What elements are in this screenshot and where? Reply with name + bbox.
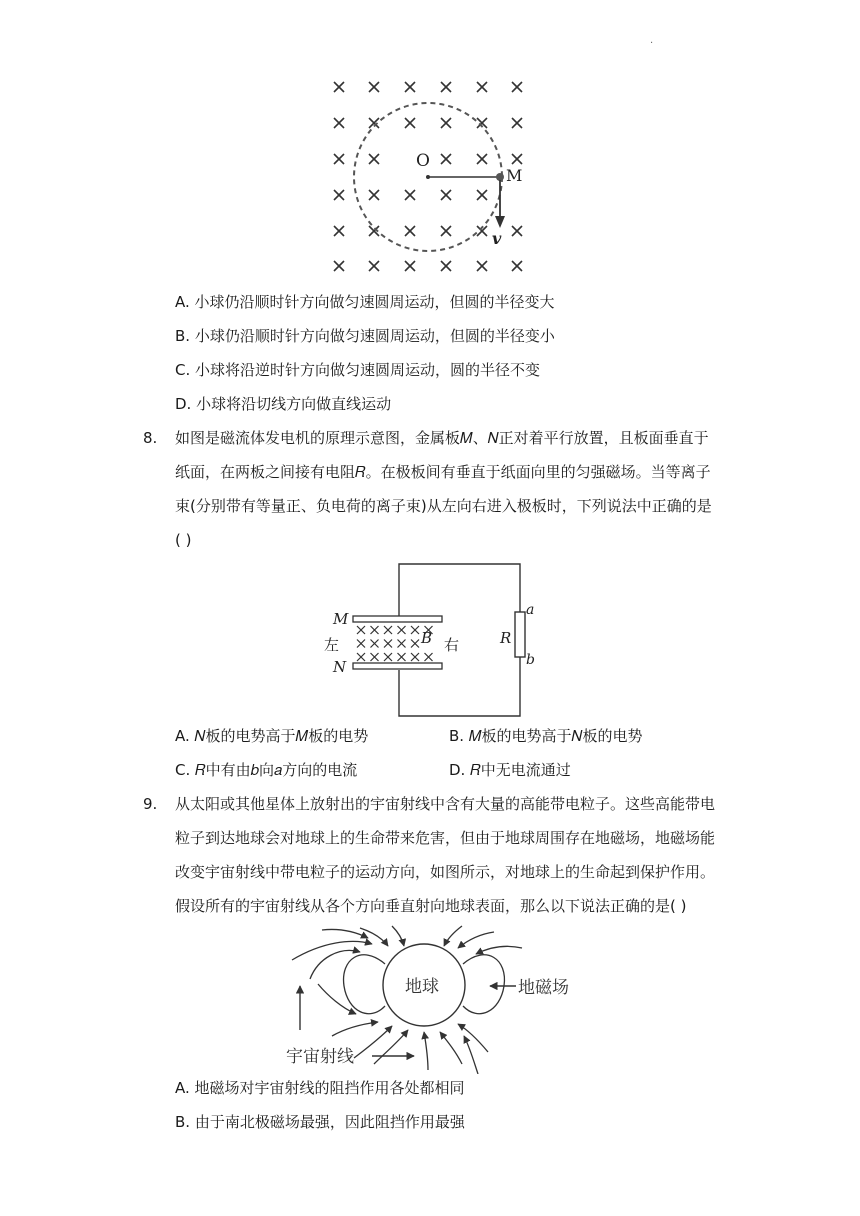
q9-stem-line-2: 粒子到达地球会对地球上的生命带来危害，但由于地球周围存在地磁场，地磁场能 (175, 829, 716, 847)
q8-option-c: C. 𝑅中有由𝑏向𝑎方向的电流 (175, 761, 358, 779)
field-lobe-left (344, 955, 385, 1014)
q9-stem-line-1: 从太阳或其他星体上放射出的宇宙射线中含有大量的高能带电粒子。这些高能带电 (175, 795, 716, 813)
resistor-label: R (500, 629, 512, 647)
q8-stem-line-1: 如图是磁流体发电机的原理示意图，金属板𝑀、𝑁正对着平行放置，且板面垂直于 (175, 429, 709, 447)
end-b-label: b (526, 652, 535, 668)
q8-stem-line-2: 纸面，在两板之间接有电阻𝑅。在极板间有垂直于纸面向里的匀强磁场。当等离子 (175, 463, 711, 481)
left-label: 左 (324, 636, 340, 654)
point-m-label: M (506, 166, 523, 185)
rays-label: 宇宙射线 (286, 1047, 354, 1067)
q9-option-a: A. 地磁场对宇宙射线的阻挡作用各处都相同 (175, 1079, 465, 1097)
point-m-dot (496, 173, 504, 181)
field-lobe-right (463, 955, 504, 1014)
velocity-label: v (492, 229, 502, 248)
q9-stem-line-4: 假设所有的宇宙射线从各个方向垂直射向地球表面，那么以下说法正确的是( ) (175, 897, 687, 915)
q7-option-b: B. 小球仍沿顺时针方向做匀速圆周运动，但圆的半径变小 (175, 327, 555, 345)
figure-mhd-generator (318, 560, 548, 722)
q8-option-b: B. 𝑀板的电势高于𝑁板的电势 (449, 727, 643, 745)
q8-stem-line-4: ( ) (175, 531, 192, 549)
plate-m (353, 616, 442, 622)
q9-option-b: B. 由于南北极磁场最强，因此阻挡作用最强 (175, 1113, 465, 1131)
q7-option-c: C. 小球将沿逆时针方向做匀速圆周运动，圆的半径不变 (175, 361, 541, 379)
q8-stem-line-3: 束(分别带有等量正、负电荷的离子束)从左向右进入极板时，下列说法中正确的是 (175, 497, 712, 515)
header-mark: · (650, 38, 654, 49)
q7-option-a: A. 小球仍沿顺时针方向做匀速圆周运动，但圆的半径变大 (175, 293, 555, 311)
center-label: O (416, 151, 430, 171)
plate-n-label: N (333, 658, 347, 676)
right-label: 右 (444, 636, 460, 654)
earth-label: 地球 (405, 977, 439, 997)
velocity-arrowhead (495, 216, 505, 228)
field-label: B (421, 629, 433, 647)
field-label: 地磁场 (518, 978, 569, 998)
q8-option-a: A. 𝑁板的电势高于𝑀板的电势 (175, 727, 369, 745)
center-dot (426, 175, 430, 179)
q8-number: 8. (143, 429, 158, 447)
q9-number: 9. (143, 795, 158, 813)
resistor (515, 612, 525, 657)
figure-circular-motion (322, 74, 534, 280)
figure-earth-magnetosphere (282, 924, 584, 1074)
end-a-label: a (526, 602, 535, 618)
q8-option-d: D. 𝑅中无电流通过 (449, 761, 571, 779)
plate-m-label: M (333, 610, 349, 628)
q7-option-d: D. 小球将沿切线方向做直线运动 (175, 395, 392, 413)
plate-n (353, 663, 442, 669)
q9-stem-line-3: 改变宇宙射线中带电粒子的运动方向，如图所示，对地球上的生命起到保护作用。 (175, 863, 716, 881)
